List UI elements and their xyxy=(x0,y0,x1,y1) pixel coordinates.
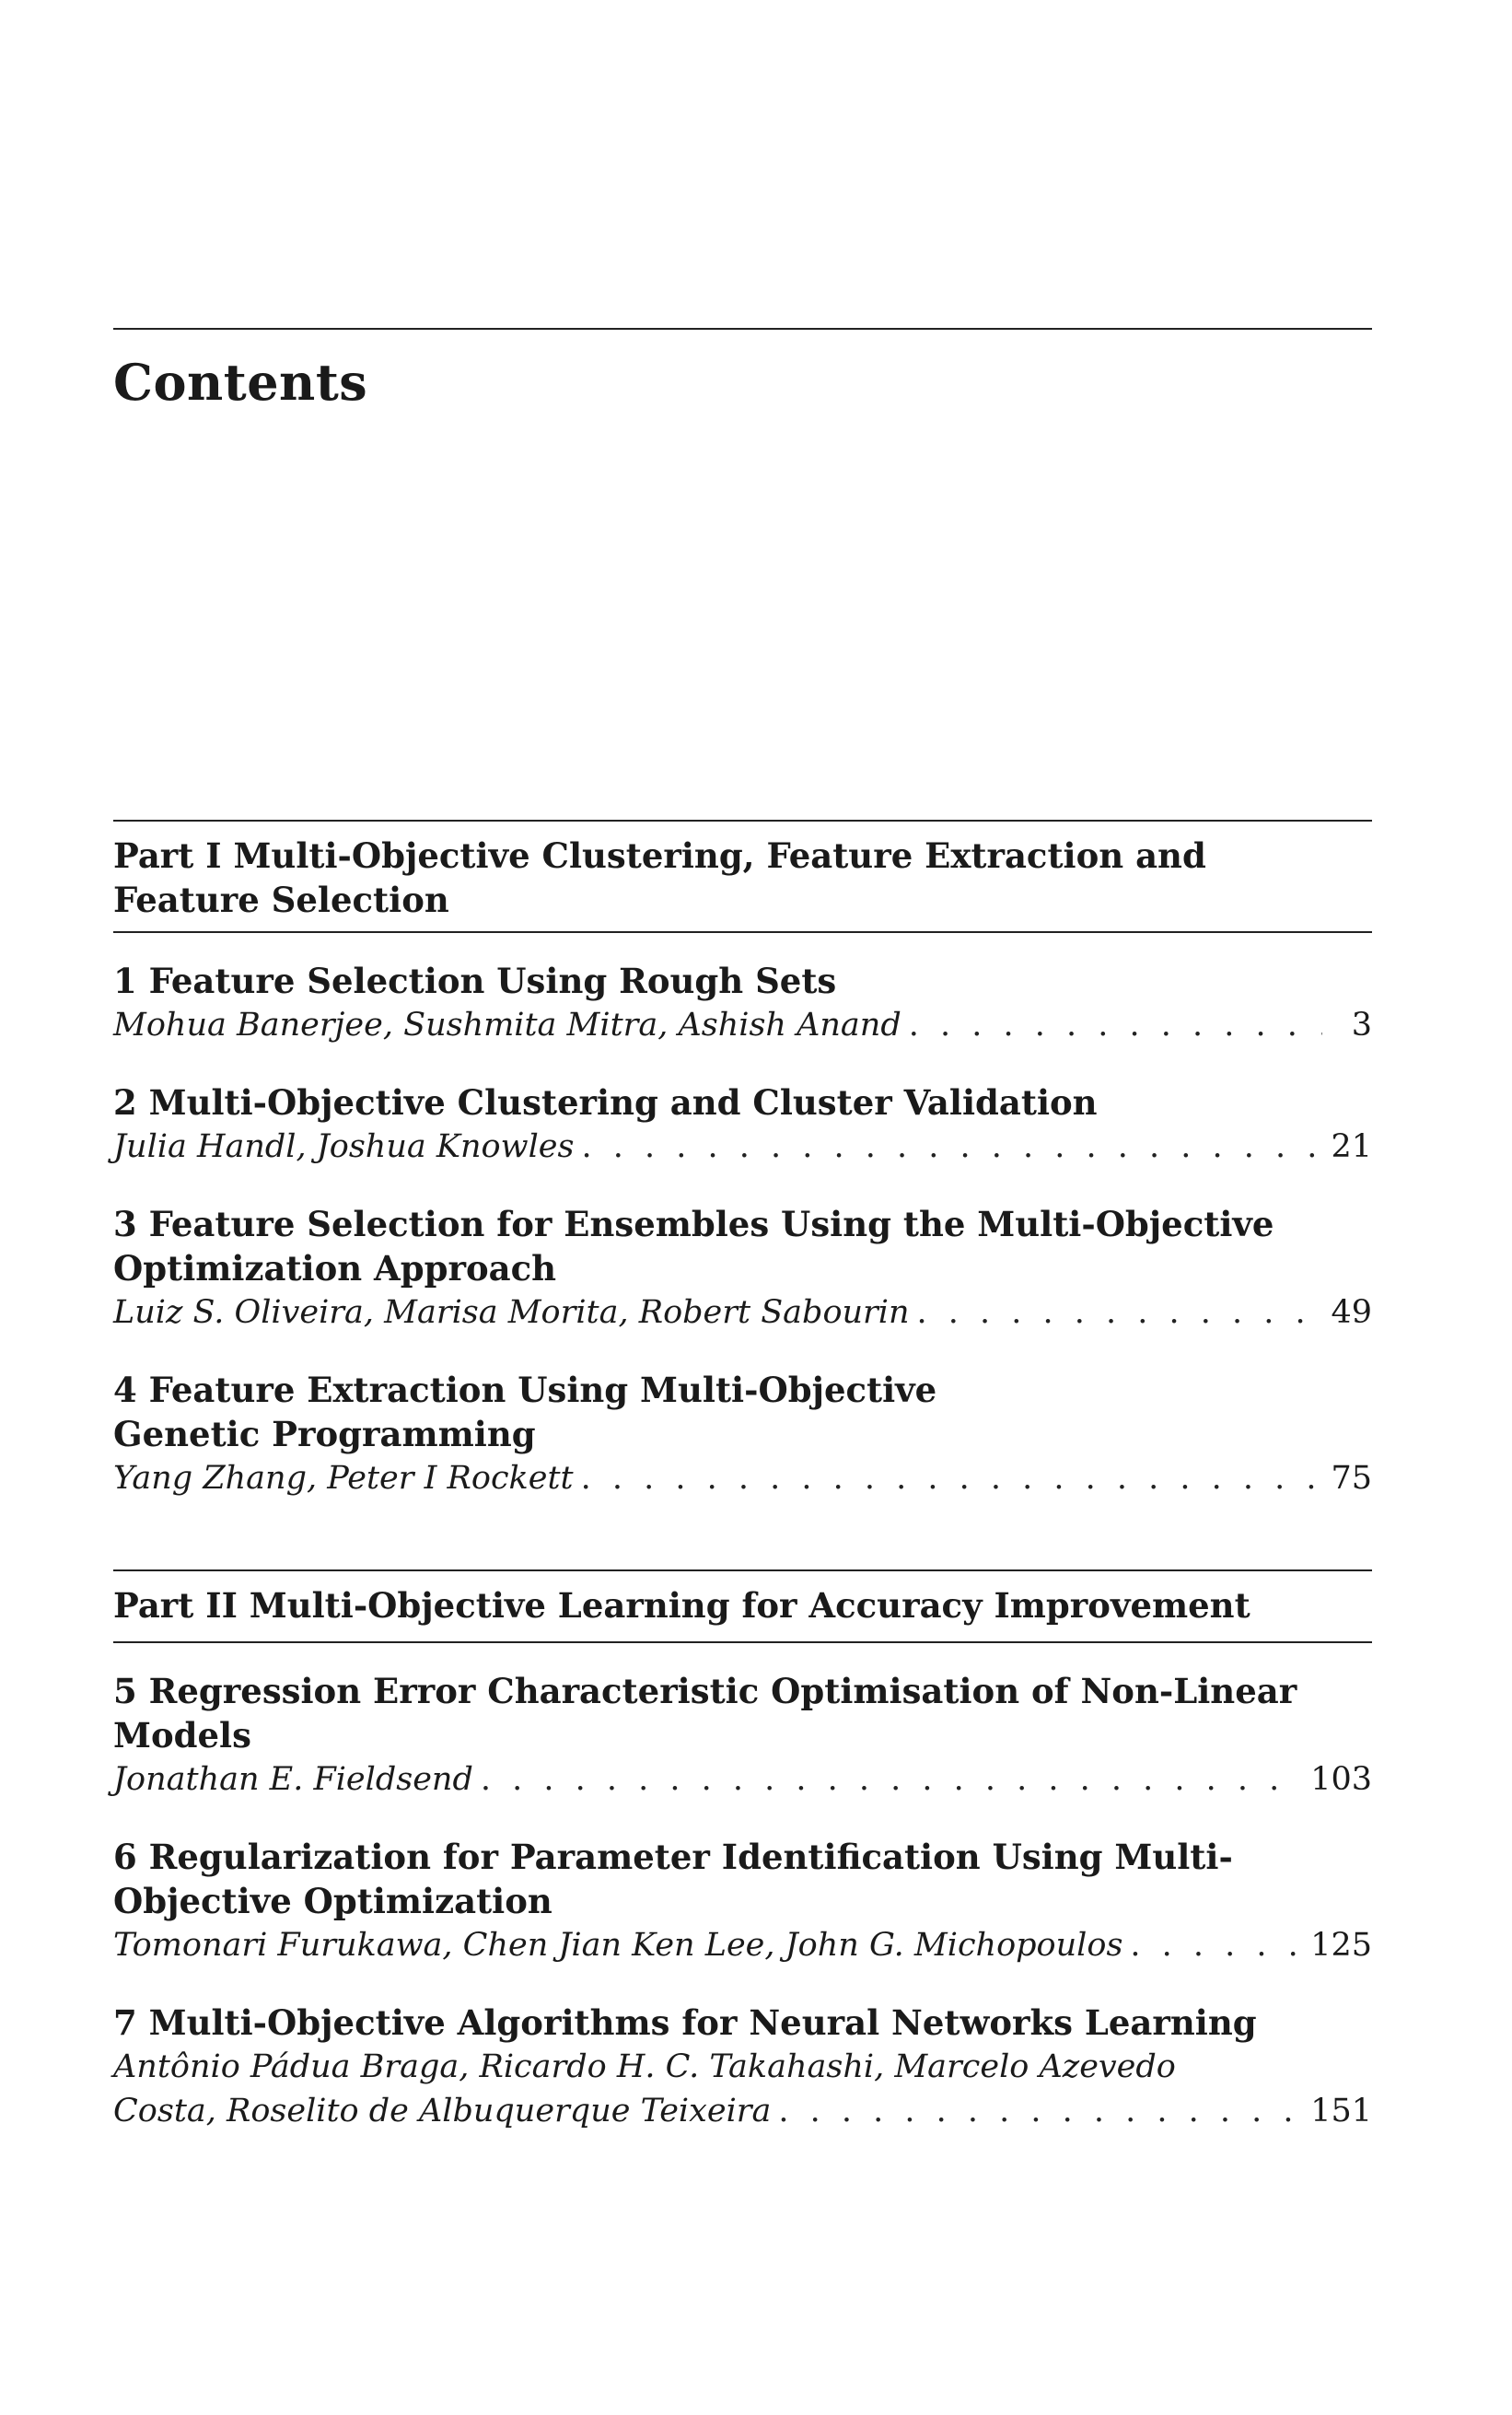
part-2-bottom-rule xyxy=(113,1641,1372,1643)
chapter-2-title[interactable]: 2 Multi-Objective Clustering and Cluster Validation xyxy=(113,1082,1098,1123)
chapter-3-title[interactable]: 3 Feature Selection for Ensembles Using the Multi-Objective Optimization Approach xyxy=(113,1204,1274,1289)
dot-leader xyxy=(917,1290,1319,1335)
part-1-top-rule xyxy=(113,820,1372,822)
chapter-5-authors: Jonathan E. Fieldsend xyxy=(113,1761,473,1798)
chapter-1-page[interactable]: 3 xyxy=(1351,1007,1372,1044)
chapter-7-title[interactable]: 7 Multi-Objective Algorithms for Neural Networks Learning xyxy=(113,2002,1257,2043)
chapter-5-author-line xyxy=(113,1757,1372,1802)
part-2-top-rule xyxy=(113,1569,1372,1571)
part-1-title: Part I Multi-Objective Clustering, Feature Extraction and Feature Selection xyxy=(113,835,1206,920)
chapter-6-authors: Tomonari Furukawa, Chen Jian Ken Lee, John G. Michopoulos xyxy=(113,1927,1123,1964)
chapter-2-author-line xyxy=(113,1125,1372,1169)
chapter-3-page[interactable]: 49 xyxy=(1331,1294,1372,1331)
chapter-2[interactable] xyxy=(113,1080,1372,1169)
chapter-3-authors: Luiz S. Oliveira, Marisa Morita, Robert Sabourin xyxy=(113,1294,910,1331)
chapter-4[interactable] xyxy=(113,1368,1372,1500)
chapter-7-authors-line-2: Costa, Roselito de Albuquerque Teixeira xyxy=(113,2093,772,2129)
dot-leader xyxy=(1130,1923,1297,1967)
chapter-1-authors: Mohua Banerjee, Sushmita Mitra, Ashish Anand xyxy=(113,1007,901,1044)
chapter-1[interactable] xyxy=(113,959,1372,1047)
page-title: Contents xyxy=(113,353,368,412)
chapter-1-author-line xyxy=(113,1003,1372,1047)
part-1-bottom-rule xyxy=(113,931,1372,933)
chapter-2-authors: Julia Handl, Joshua Knowles xyxy=(113,1128,575,1165)
chapter-7-author-line xyxy=(113,2089,1372,2133)
chapter-7[interactable] xyxy=(113,2001,1372,2133)
part-2-title: Part II Multi-Objective Learning for Accuracy Improvement xyxy=(113,1585,1250,1626)
dot-leader xyxy=(909,1003,1322,1047)
chapter-1-title[interactable]: 1 Feature Selection Using Rough Sets xyxy=(113,961,837,1001)
chapter-6-author-line xyxy=(113,1923,1372,1967)
chapter-4-authors: Yang Zhang, Peter I Rockett xyxy=(113,1460,574,1497)
dot-leader xyxy=(481,1757,1297,1802)
chapter-4-author-line xyxy=(113,1456,1372,1500)
dot-leader xyxy=(778,2089,1297,2133)
chapter-5[interactable] xyxy=(113,1669,1372,1802)
chapter-5-title[interactable]: 5 Regression Error Characteristic Optimisation of Non-Linear Models xyxy=(113,1671,1297,1756)
top-rule xyxy=(113,328,1372,330)
chapter-7-authors-line-1: Antônio Pádua Braga, Ricardo H. C. Takahashi, Marcelo Azevedo xyxy=(113,2048,1176,2085)
dot-leader xyxy=(581,1125,1318,1169)
chapter-3[interactable] xyxy=(113,1202,1372,1335)
chapter-7-page[interactable]: 151 xyxy=(1310,2093,1372,2129)
chapter-3-author-line xyxy=(113,1290,1372,1335)
chapter-6[interactable] xyxy=(113,1835,1372,1967)
chapter-6-page[interactable]: 125 xyxy=(1310,1927,1372,1964)
chapter-6-title[interactable]: 6 Regularization for Parameter Identification Using Multi-Objective Optimization xyxy=(113,1837,1233,1921)
dot-leader xyxy=(581,1456,1319,1500)
chapter-2-page[interactable]: 21 xyxy=(1331,1128,1372,1165)
chapter-5-page[interactable]: 103 xyxy=(1310,1761,1372,1798)
chapter-4-page[interactable]: 75 xyxy=(1331,1460,1372,1497)
chapter-4-title[interactable]: 4 Feature Extraction Using Multi-Objective Genetic Programming xyxy=(113,1370,937,1454)
